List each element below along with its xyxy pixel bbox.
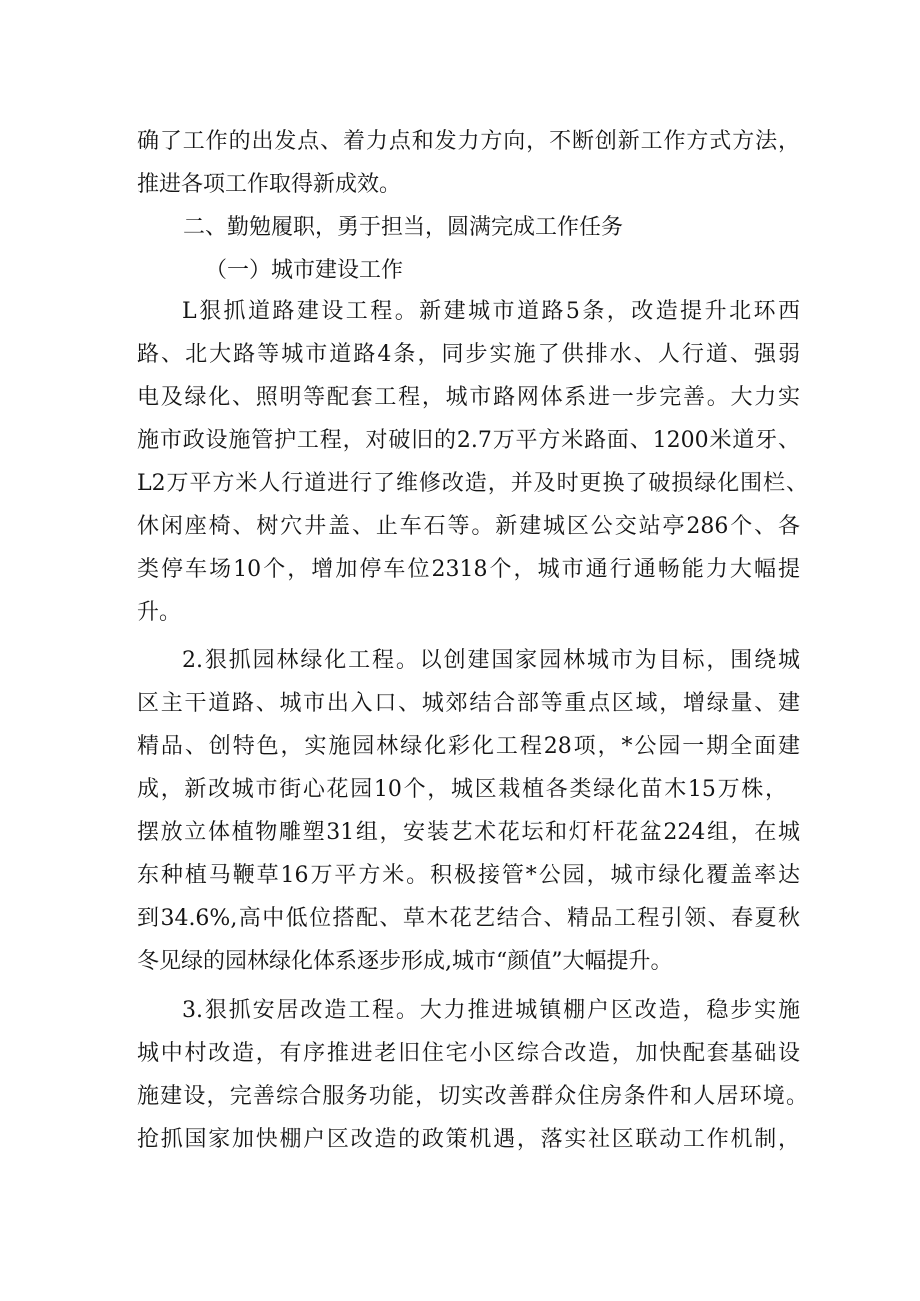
body-text-line: 精品、创特色，实施园林绿化彩化工程28项，*公园一期全面建 bbox=[137, 734, 800, 759]
body-text-line: 施建设，完善综合服务功能，切实改善群众住房条件和人居环境。 bbox=[137, 1084, 808, 1109]
body-text-line: 到34.6%,高中低位搭配、草木花艺结合、精品工程引领、春夏秋 bbox=[137, 906, 800, 931]
body-text-line: 成，新改城市街心花园10个，城区栽植各类绿化苗木15万株， bbox=[137, 777, 787, 802]
body-text-line: 2.狠抓园林绿化工程。以创建国家园林城市为目标，围绕城 bbox=[182, 648, 800, 673]
body-text-line: 推进各项工作取得新成效。 bbox=[137, 172, 402, 197]
section-heading: 二、勤勉履职，勇于担当，圆满完成工作任务 bbox=[183, 215, 624, 240]
body-text-line: 升。 bbox=[137, 600, 182, 625]
body-text-line: 施市政设施管护工程，对破旧的2.7万平方米路面、1200米道牙、 bbox=[137, 428, 800, 453]
subsection-heading: （一）城市建设工作 bbox=[205, 258, 404, 283]
body-text-line: L2万平方米人行道进行了维修改造，并及时更换了破损绿化围栏、 bbox=[137, 471, 808, 496]
body-text-line: 抢抓国家加快棚户区改造的政策机遇，落实社区联动工作机制， bbox=[137, 1127, 800, 1152]
body-text-line: 电及绿化、照明等配套工程，城市路网体系进一步完善。大力实 bbox=[137, 385, 800, 410]
body-text-line: 确了工作的出发点、着力点和发力方向，不断创新工作方式方法， bbox=[137, 129, 800, 154]
body-text-line: 路、北大路等城市道路4条，同步实施了供排水、人行道、强弱 bbox=[137, 342, 800, 367]
body-text-line: 摆放立体植物雕塑31组，安装艺术花坛和灯杆花盆224组，在城 bbox=[137, 820, 800, 845]
body-text-line: 冬见绿的园林绿化体系逐步形成,城市“颜值”大幅提升。 bbox=[137, 949, 673, 974]
body-text-line: 3.狠抓安居改造工程。大力推进城镇棚户区改造，稳步实施 bbox=[182, 998, 800, 1023]
body-text-line: L狠抓道路建设工程。新建城市道路5条，改造提升北环西 bbox=[182, 299, 800, 324]
body-text-line: 区主干道路、城市出入口、城郊结合部等重点区域，增绿量、建 bbox=[137, 691, 800, 716]
body-text-line: 东种植马鞭草16万平方米。积极接管*公园，城市绿化覆盖率达 bbox=[137, 863, 800, 888]
body-text-line: 休闲座椅、树穴井盖、止车石等。新建城区公交站亭286个、各 bbox=[137, 514, 800, 539]
body-text-line: 城中村改造，有序推进老旧住宅小区综合改造，加快配套基础设 bbox=[137, 1041, 800, 1066]
body-text-line: 类停车场10个，增加停车位2318个，城市通行通畅能力大幅提 bbox=[137, 557, 800, 582]
